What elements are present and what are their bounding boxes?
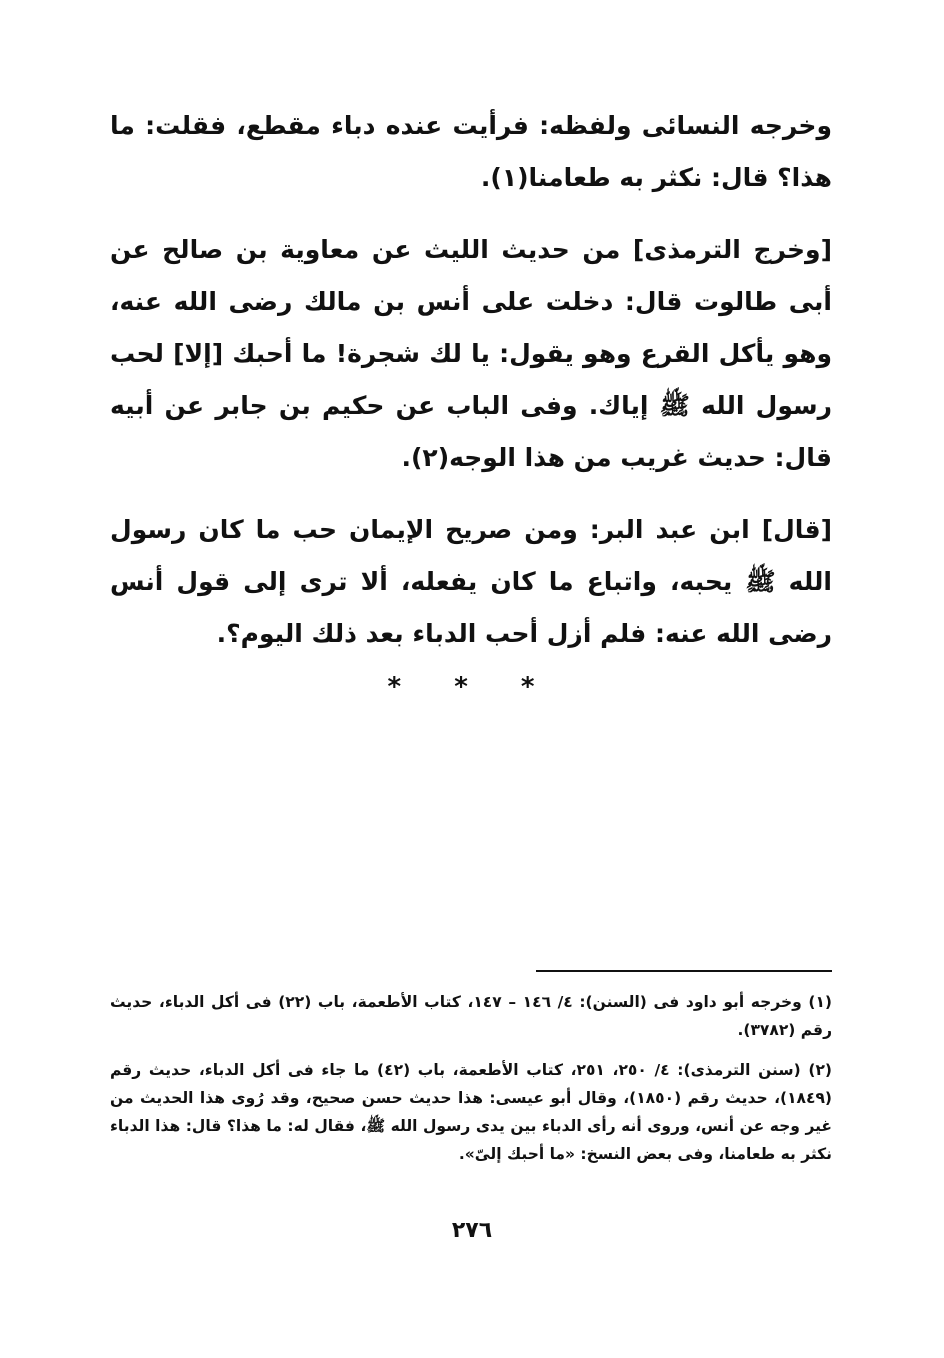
body-paragraph: وخرجه النسائى ولفظه: فرأيت عنده دباء مقطع، فقلت: ما هذا؟ قال: نكثر به طعامنا(١). (110, 111, 832, 192)
main-text (110, 100, 832, 680)
page-number: ٢٧٦ (451, 1218, 493, 1243)
footnote: (١) وخرجه أبو داود فى (السنن): ٤/ ١٤٦ – ١٤٧، كتاب الأطعمة، باب (٢٢) فى أكل الدباء، حديث رقم (٣٧٨٢). (110, 993, 832, 1039)
footnotes (110, 988, 832, 1180)
footnote-divider (536, 970, 832, 972)
section-separator: * * * (387, 672, 557, 702)
body-paragraph: [قال] ابن عبد البر: ومن صريح الإيمان حب ما كان رسول الله ﷺ يحبه، واتباع ما كان يفعله، ألا ترى إلى قول أنس رضى الله عنه: فلم أزل أحب الدباء بعد ذلك اليوم؟. (110, 515, 832, 648)
footnote: (٢) (سنن الترمذى): ٤/ ٢٥٠، ٢٥١، كتاب الأطعمة، باب (٤٢) ما جاء فى أكل الدباء، حديث رقم (١٨٤٩)، حديث رقم (١٨٥٠)، وقال أبو عيسى: هذا حديث حسن صحيح، وقد رُوى هذا الحديث من غير وجه عن أنس، وروى أنه رأى الدباء بين يدى رسول الله ﷺ، فقال له: ما هذا؟ قال: هذا الدباء نكثر به طعامنا، وفى بعض النسخ: «ما أحبك إلىّ». (110, 1061, 832, 1163)
body-paragraph: [وخرج الترمذى] من حديث الليث عن معاوية بن صالح عن أبى طالوت قال: دخلت على أنس بن مالك رضى الله عنه، وهو يأكل القرع وهو يقول: يا لك شجرة! ما أحبك [إلا] لحب رسول الله ﷺ إياك. وفى الباب عن حكيم بن جابر عن أبيه قال: حديث غريب من هذا الوجه(٢). (110, 235, 832, 472)
